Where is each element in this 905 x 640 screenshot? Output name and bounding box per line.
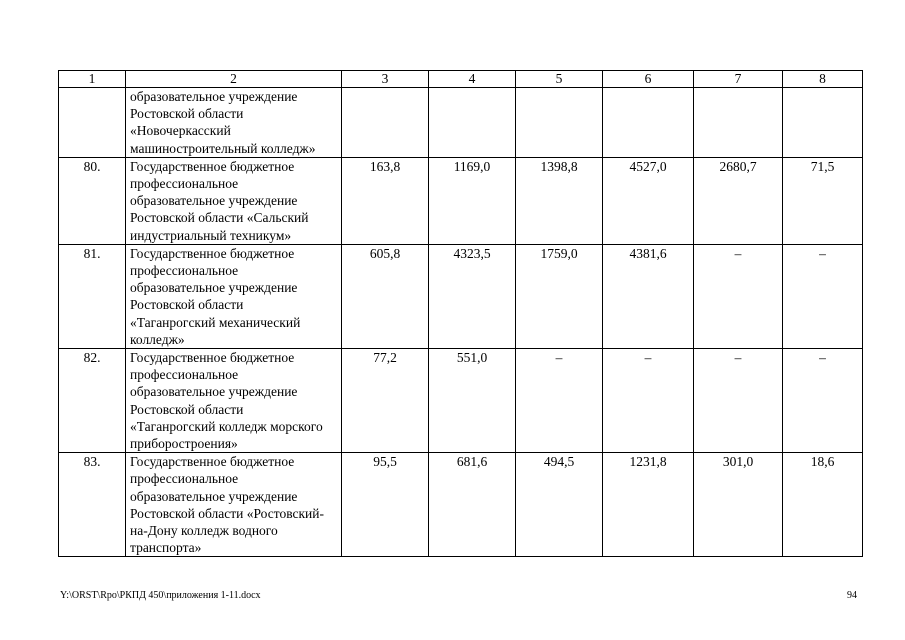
page-number: 94 bbox=[847, 590, 857, 601]
column-header: 1 bbox=[59, 71, 126, 88]
value-cell: 1231,8 bbox=[603, 453, 694, 557]
value-cell: 681,6 bbox=[429, 453, 516, 557]
column-header: 6 bbox=[603, 71, 694, 88]
institution-name-text: образовательное учреждение Ростовской области «Новочеркасский машиностроительный колледж» bbox=[130, 89, 316, 156]
column-header: 8 bbox=[783, 71, 863, 88]
table-row bbox=[59, 244, 863, 348]
value-cell: – bbox=[516, 349, 603, 453]
value-cell: 18,6 bbox=[783, 453, 863, 557]
value-cell: 605,8 bbox=[342, 244, 429, 348]
value-cell bbox=[342, 88, 429, 158]
column-header: 3 bbox=[342, 71, 429, 88]
value-cell: – bbox=[603, 349, 694, 453]
value-cell: – bbox=[694, 349, 783, 453]
value-cell: 95,5 bbox=[342, 453, 429, 557]
institution-name bbox=[126, 244, 342, 348]
value-cell: 301,0 bbox=[694, 453, 783, 557]
value-cell: 4381,6 bbox=[603, 244, 694, 348]
value-cell: – bbox=[694, 244, 783, 348]
value-cell: 1759,0 bbox=[516, 244, 603, 348]
value-cell bbox=[429, 88, 516, 158]
value-cell: 77,2 bbox=[342, 349, 429, 453]
column-header: 7 bbox=[694, 71, 783, 88]
table-header-row bbox=[59, 71, 863, 88]
column-header: 5 bbox=[516, 71, 603, 88]
value-cell bbox=[694, 88, 783, 158]
column-header: 2 bbox=[126, 71, 342, 88]
value-cell: 1398,8 bbox=[516, 157, 603, 244]
column-header: 4 bbox=[429, 71, 516, 88]
value-cell: 551,0 bbox=[429, 349, 516, 453]
data-table bbox=[58, 70, 863, 557]
value-cell bbox=[603, 88, 694, 158]
value-cell: – bbox=[783, 349, 863, 453]
row-number: 80. bbox=[59, 157, 126, 244]
value-cell: – bbox=[783, 244, 863, 348]
institution-name-text: Государственное бюджетное профессиональное образовательное учреждение Ростовской области «Таганрогский механический колледж» bbox=[130, 245, 301, 347]
row-number bbox=[59, 88, 126, 158]
institution-name bbox=[126, 453, 342, 557]
value-cell: 163,8 bbox=[342, 157, 429, 244]
institution-name bbox=[126, 349, 342, 453]
value-cell: 494,5 bbox=[516, 453, 603, 557]
table-row bbox=[59, 349, 863, 453]
value-cell: 71,5 bbox=[783, 157, 863, 244]
table-row bbox=[59, 453, 863, 557]
row-number: 81. bbox=[59, 244, 126, 348]
value-cell bbox=[516, 88, 603, 158]
row-number: 82. bbox=[59, 349, 126, 453]
institution-name bbox=[126, 88, 342, 158]
row-number: 83. bbox=[59, 453, 126, 557]
institution-name-text: Государственное бюджетное профессиональное образовательное учреждение Ростовской области «Ростовский-на-Дону колледж водного транспорта» bbox=[130, 454, 324, 556]
institution-name bbox=[126, 157, 342, 244]
institution-name-text: Государственное бюджетное профессиональное образовательное учреждение Ростовской области «Таганрогский колледж морского приборостроения» bbox=[130, 350, 323, 452]
value-cell bbox=[783, 88, 863, 158]
value-cell: 4527,0 bbox=[603, 157, 694, 244]
footer-file-path: Y:\ORST\Rpo\РКПД 450\приложения 1-11.docx bbox=[60, 590, 261, 601]
value-cell: 4323,5 bbox=[429, 244, 516, 348]
institution-name-text: Государственное бюджетное профессиональное образовательное учреждение Ростовской области «Сальский индустриальный техникум» bbox=[130, 158, 309, 243]
value-cell: 2680,7 bbox=[694, 157, 783, 244]
table-row bbox=[59, 157, 863, 244]
value-cell: 1169,0 bbox=[429, 157, 516, 244]
table-row bbox=[59, 88, 863, 158]
